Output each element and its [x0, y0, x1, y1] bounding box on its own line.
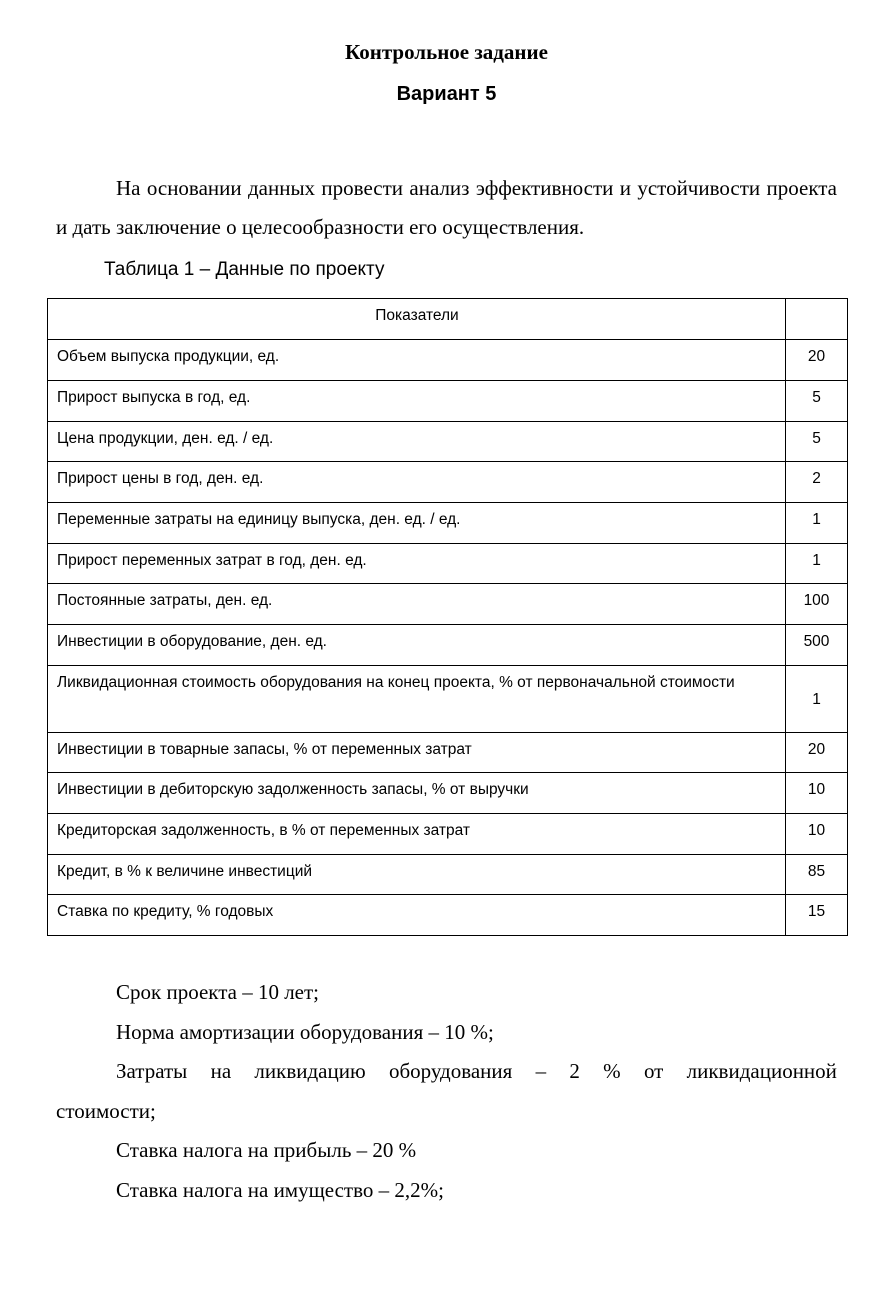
- indicator-value: 5: [786, 381, 848, 422]
- liquidation-word: от: [643, 1059, 664, 1083]
- indicator-value: 20: [786, 340, 848, 381]
- indicator-name: Переменные затраты на единицу выпуска, ден. ед. / ед.: [48, 503, 786, 544]
- header-cell-indicators: Показатели: [48, 299, 786, 340]
- indicator-value: 10: [786, 773, 848, 814]
- indicator-value: 20: [786, 733, 848, 773]
- indicator-value: 5: [786, 422, 848, 462]
- task-description: На основании данных провести анализ эффективности и устойчивости проекта и дать заключение о целесообразности его осуществления.: [56, 176, 837, 239]
- param-liquidation-cost-tail: стоимости;: [56, 1098, 156, 1123]
- liquidation-word: ликвидацию: [254, 1059, 366, 1083]
- indicator-value: 2: [786, 462, 848, 503]
- indicator-name: Кредит, в % к величине инвестиций: [48, 855, 786, 895]
- indicator-name: Прирост цены в год, ден. ед.: [48, 462, 786, 503]
- param-liquidation-cost-line: [56, 1052, 837, 1092]
- indicator-value: 1: [786, 666, 848, 733]
- table-row: [48, 773, 848, 814]
- indicator-name: Цена продукции, ден. ед. / ед.: [48, 422, 786, 462]
- param-depreciation: Норма амортизации оборудования – 10 %;: [116, 1019, 494, 1044]
- table-row: [48, 381, 848, 422]
- indicator-name: Инвестиции в товарные запасы, % от переменных затрат: [48, 733, 786, 773]
- indicator-value: 500: [786, 625, 848, 666]
- param-profit-tax: Ставка налога на прибыль – 20 %: [116, 1138, 417, 1162]
- header-cell-value: [786, 299, 848, 340]
- table-row: [48, 544, 848, 584]
- table-row: [48, 666, 848, 733]
- indicator-value: 1: [786, 503, 848, 544]
- indicator-value: 10: [786, 814, 848, 855]
- indicator-name: Ставка по кредиту, % годовых: [48, 895, 786, 936]
- table-row: [48, 855, 848, 895]
- indicator-name: Кредиторская задолженность, в % от переменных затрат: [48, 814, 786, 855]
- table-row: [48, 895, 848, 936]
- indicator-name: Объем выпуска продукции, ед.: [48, 340, 786, 381]
- table-row: [48, 340, 848, 381]
- liquidation-word: –: [535, 1059, 547, 1083]
- table-header-row: [48, 299, 848, 340]
- indicator-name: Постоянные затраты, ден. ед.: [48, 584, 786, 625]
- table-row: [48, 733, 848, 773]
- table-row: [48, 625, 848, 666]
- indicator-name: Прирост переменных затрат в год, ден. ед.: [48, 544, 786, 584]
- liquidation-word: %: [603, 1059, 621, 1083]
- indicator-name: Прирост выпуска в год, ед.: [48, 381, 786, 422]
- indicator-value: 85: [786, 855, 848, 895]
- project-data-table: [47, 298, 848, 936]
- indicator-name: Инвестиции в дебиторскую задолженность запасы, % от выручки: [48, 773, 786, 814]
- table-row: [48, 503, 848, 544]
- indicator-name: Инвестиции в оборудование, ден. ед.: [48, 625, 786, 666]
- table-row: [48, 462, 848, 503]
- indicator-value: 1: [786, 544, 848, 584]
- project-parameters: [56, 973, 837, 1210]
- liquidation-word: Затраты: [116, 1059, 188, 1083]
- table-row: [48, 422, 848, 462]
- document-title: Контрольное задание: [345, 40, 548, 64]
- variant-heading: Вариант 5: [396, 83, 497, 105]
- liquidation-word: на: [210, 1059, 232, 1083]
- liquidation-word: 2: [569, 1059, 580, 1083]
- param-property-tax: Ставка налога на имущество – 2,2%;: [116, 1177, 444, 1202]
- param-term: Срок проекта – 10 лет;: [116, 980, 320, 1004]
- indicator-value: 15: [786, 895, 848, 936]
- table-caption: Таблица 1 – Данные по проекту: [104, 259, 385, 280]
- table-row: [48, 814, 848, 855]
- liquidation-word: ликвидационной: [686, 1059, 837, 1083]
- table-row: [48, 584, 848, 625]
- indicator-value: 100: [786, 584, 848, 625]
- liquidation-word: оборудования: [388, 1059, 513, 1083]
- indicator-name: Ликвидационная стоимость оборудования на конец проекта, % от первоначальной стоимости: [48, 666, 786, 733]
